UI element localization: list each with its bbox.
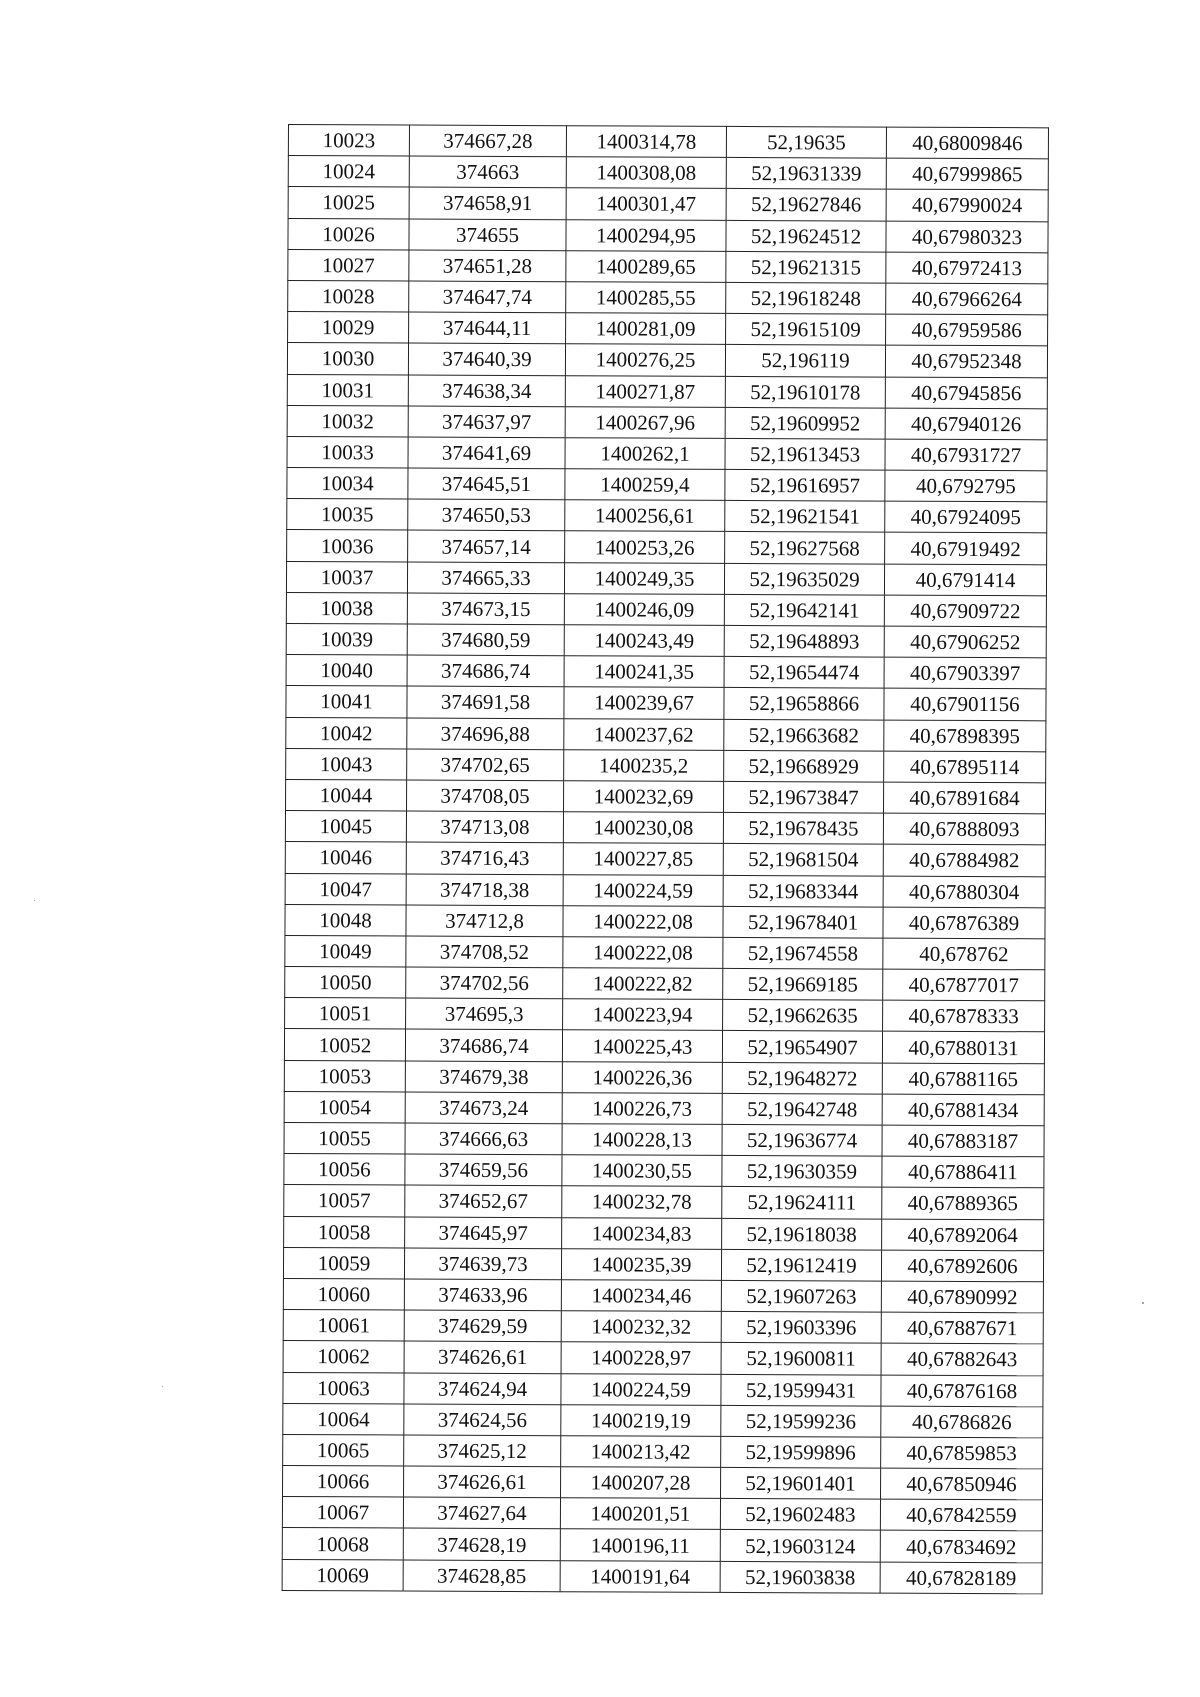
x-coordinate-cell: 374691,58: [407, 686, 564, 718]
longitude-cell: 40,67834692: [880, 1531, 1042, 1563]
table-row: [287, 343, 1047, 378]
point-number-cell: 10023: [288, 125, 409, 157]
x-coordinate-cell: 374718,38: [406, 874, 563, 906]
point-number-cell: 10033: [287, 436, 408, 468]
y-coordinate-cell: 1400191,64: [560, 1560, 720, 1592]
y-coordinate-cell: 1400223,94: [563, 999, 723, 1031]
table-row: [283, 1372, 1043, 1407]
latitude-cell: 52,19635: [726, 126, 886, 158]
x-coordinate-cell: 374626,61: [404, 1466, 561, 1498]
longitude-cell: 40,67895114: [884, 751, 1046, 783]
latitude-cell: 52,19669185: [723, 968, 883, 1000]
point-number-cell: 10066: [283, 1466, 404, 1498]
point-number-cell: 10063: [283, 1372, 404, 1404]
y-coordinate-cell: 1400308,08: [566, 157, 726, 189]
y-coordinate-cell: 1400219,19: [561, 1404, 721, 1436]
longitude-cell: 40,67901156: [884, 688, 1046, 720]
x-coordinate-cell: 374645,51: [408, 468, 565, 500]
point-number-cell: 10043: [286, 748, 407, 780]
latitude-cell: 52,19663682: [724, 719, 884, 751]
latitude-cell: 52,19662635: [723, 1000, 883, 1032]
table-row: [286, 592, 1046, 627]
table-row: [285, 935, 1045, 970]
latitude-cell: 52,19648272: [722, 1062, 882, 1094]
y-coordinate-cell: 1400196,11: [560, 1529, 720, 1561]
latitude-cell: 52,19627568: [725, 532, 885, 564]
table-row: [283, 1466, 1043, 1501]
longitude-cell: 40,6791414: [884, 564, 1046, 596]
x-coordinate-cell: 374657,14: [408, 530, 565, 562]
latitude-cell: 52,19602483: [720, 1499, 880, 1531]
point-number-cell: 10059: [283, 1247, 404, 1279]
y-coordinate-cell: 1400235,2: [564, 749, 724, 781]
y-coordinate-cell: 1400224,59: [561, 1373, 721, 1405]
table-row: [285, 998, 1045, 1033]
point-number-cell: 10038: [286, 592, 407, 624]
y-coordinate-cell: 1400262,1: [565, 438, 725, 470]
y-coordinate-cell: 1400224,59: [563, 874, 723, 906]
x-coordinate-cell: 374659,56: [405, 1154, 562, 1186]
latitude-cell: 52,19683344: [723, 875, 883, 907]
y-coordinate-cell: 1400276,25: [565, 344, 725, 376]
table-row: [285, 904, 1045, 939]
longitude-cell: 40,67880304: [883, 876, 1045, 908]
latitude-cell: 52,19603838: [720, 1561, 880, 1593]
point-number-cell: 10040: [286, 655, 407, 687]
x-coordinate-cell: 374686,74: [407, 655, 564, 687]
x-coordinate-cell: 374628,85: [403, 1560, 560, 1592]
point-number-cell: 10054: [284, 1091, 405, 1123]
x-coordinate-cell: 374628,19: [403, 1528, 560, 1560]
table-row: [288, 187, 1048, 222]
x-coordinate-cell: 374702,65: [407, 749, 564, 781]
coordinates-table: [282, 124, 1049, 1594]
point-number-cell: 10052: [284, 1029, 405, 1061]
table-row: [286, 655, 1046, 690]
point-number-cell: 10062: [283, 1341, 404, 1373]
y-coordinate-cell: 1400267,96: [565, 406, 725, 438]
scan-speck: [1142, 1302, 1144, 1304]
x-coordinate-cell: 374645,97: [405, 1217, 562, 1249]
table-row: [283, 1278, 1043, 1313]
latitude-cell: 52,19599236: [721, 1405, 881, 1437]
x-coordinate-cell: 374638,34: [408, 375, 565, 407]
point-number-cell: 10046: [285, 842, 406, 874]
latitude-cell: 52,19601401: [721, 1467, 881, 1499]
table-row: [288, 280, 1048, 315]
y-coordinate-cell: 1400253,26: [565, 531, 725, 563]
x-coordinate-cell: 374652,67: [405, 1185, 562, 1217]
y-coordinate-cell: 1400237,62: [564, 718, 724, 750]
point-number-cell: 10068: [282, 1528, 403, 1560]
point-number-cell: 10051: [285, 998, 406, 1030]
x-coordinate-cell: 374627,64: [403, 1497, 560, 1529]
longitude-cell: 40,67883187: [882, 1125, 1044, 1157]
longitude-cell: 40,67891684: [883, 782, 1045, 814]
y-coordinate-cell: 1400294,95: [566, 219, 726, 251]
x-coordinate-cell: 374708,52: [406, 936, 563, 968]
point-number-cell: 10028: [288, 280, 409, 312]
latitude-cell: 52,19621541: [725, 501, 885, 533]
longitude-cell: 40,67842559: [880, 1499, 1042, 1531]
table-row: [284, 1216, 1044, 1251]
point-number-cell: 10031: [287, 374, 408, 406]
latitude-cell: 52,19627846: [726, 189, 886, 221]
point-number-cell: 10034: [287, 468, 408, 500]
table-row: [287, 530, 1047, 565]
point-number-cell: 10049: [285, 935, 406, 967]
point-number-cell: 10029: [288, 312, 409, 344]
y-coordinate-cell: 1400241,35: [564, 656, 724, 688]
longitude-cell: 40,67919492: [885, 533, 1047, 565]
y-coordinate-cell: 1400235,39: [561, 1248, 721, 1280]
longitude-cell: 40,67952348: [885, 345, 1047, 377]
longitude-cell: 40,67850946: [881, 1468, 1043, 1500]
latitude-cell: 52,19607263: [721, 1280, 881, 1312]
latitude-cell: 52,19616957: [725, 469, 885, 501]
latitude-cell: 52,19678435: [723, 813, 883, 845]
table-row: [282, 1497, 1042, 1532]
y-coordinate-cell: 1400222,08: [563, 905, 723, 937]
latitude-cell: 52,19618248: [726, 282, 886, 314]
latitude-cell: 52,19599431: [721, 1374, 881, 1406]
point-number-cell: 10024: [288, 156, 409, 188]
point-number-cell: 10042: [286, 717, 407, 749]
point-number-cell: 10067: [282, 1497, 403, 1529]
table-row: [286, 717, 1046, 752]
table-row: [285, 967, 1045, 1002]
longitude-cell: 40,678762: [883, 938, 1045, 970]
point-number-cell: 10058: [284, 1216, 405, 1248]
longitude-cell: 40,67887671: [881, 1312, 1043, 1344]
y-coordinate-cell: 1400232,69: [564, 781, 724, 813]
x-coordinate-cell: 374663: [409, 156, 566, 188]
y-coordinate-cell: 1400259,4: [565, 469, 725, 501]
longitude-cell: 40,67882643: [881, 1343, 1043, 1375]
latitude-cell: 52,19603124: [720, 1530, 880, 1562]
y-coordinate-cell: 1400227,85: [563, 843, 723, 875]
table-row: [286, 748, 1046, 783]
longitude-cell: 40,67972413: [886, 252, 1048, 284]
latitude-cell: 52,19681504: [723, 844, 883, 876]
point-number-cell: 10065: [283, 1434, 404, 1466]
x-coordinate-cell: 374696,88: [407, 718, 564, 750]
longitude-cell: 40,67881434: [882, 1094, 1044, 1126]
point-number-cell: 10039: [286, 623, 407, 655]
longitude-cell: 40,67945856: [885, 377, 1047, 409]
y-coordinate-cell: 1400222,08: [563, 937, 723, 969]
table-row: [283, 1247, 1043, 1282]
x-coordinate-cell: 374640,39: [408, 343, 565, 375]
point-number-cell: 10027: [288, 249, 409, 281]
longitude-cell: 40,67888093: [883, 813, 1045, 845]
table-row: [283, 1403, 1043, 1438]
x-coordinate-cell: 374633,96: [404, 1279, 561, 1311]
scan-speck: [34, 900, 35, 901]
x-coordinate-cell: 374673,24: [405, 1092, 562, 1124]
x-coordinate-cell: 374708,05: [407, 780, 564, 812]
longitude-cell: 40,67884982: [883, 844, 1045, 876]
latitude-cell: 52,19612419: [721, 1249, 881, 1281]
longitude-cell: 40,67999865: [886, 158, 1048, 190]
latitude-cell: 52,19599896: [721, 1436, 881, 1468]
x-coordinate-cell: 374686,74: [405, 1029, 562, 1061]
latitude-cell: 52,19654474: [724, 657, 884, 689]
table-row: [287, 405, 1047, 440]
longitude-cell: 40,67878333: [883, 1000, 1045, 1032]
longitude-cell: 40,67931727: [885, 439, 1047, 471]
longitude-cell: 40,67898395: [884, 720, 1046, 752]
point-number-cell: 10026: [288, 218, 409, 250]
x-coordinate-cell: 374625,12: [404, 1435, 561, 1467]
table-row: [286, 686, 1046, 721]
table-body: [282, 125, 1048, 1594]
x-coordinate-cell: 374712,8: [406, 905, 563, 937]
table-row: [283, 1310, 1043, 1345]
latitude-cell: 52,19610178: [725, 376, 885, 408]
point-number-cell: 10056: [284, 1154, 405, 1186]
longitude-cell: 40,68009846: [886, 127, 1048, 159]
longitude-cell: 40,67924095: [885, 501, 1047, 533]
latitude-cell: 52,19642748: [722, 1093, 882, 1125]
latitude-cell: 52,19636774: [722, 1124, 882, 1156]
longitude-cell: 40,6792795: [885, 470, 1047, 502]
table-row: [284, 1091, 1044, 1126]
table-row: [286, 623, 1046, 658]
y-coordinate-cell: 1400246,09: [564, 594, 724, 626]
x-coordinate-cell: 374626,61: [404, 1341, 561, 1373]
table-row: [285, 811, 1045, 846]
y-coordinate-cell: 1400234,83: [562, 1217, 722, 1249]
latitude-cell: 52,19658866: [724, 688, 884, 720]
y-coordinate-cell: 1400230,08: [563, 812, 723, 844]
point-number-cell: 10055: [284, 1122, 405, 1154]
y-coordinate-cell: 1400249,35: [564, 562, 724, 594]
table-row: [286, 561, 1046, 596]
point-number-cell: 10044: [286, 779, 407, 811]
table-row: [288, 125, 1048, 160]
longitude-cell: 40,67906252: [884, 626, 1046, 658]
x-coordinate-cell: 374680,59: [407, 624, 564, 656]
latitude-cell: 52,19624111: [722, 1187, 882, 1219]
latitude-cell: 52,19603396: [721, 1312, 881, 1344]
longitude-cell: 40,67890992: [881, 1281, 1043, 1313]
x-coordinate-cell: 374651,28: [409, 250, 566, 282]
x-coordinate-cell: 374666,63: [405, 1123, 562, 1155]
longitude-cell: 40,67876389: [883, 907, 1045, 939]
y-coordinate-cell: 1400201,51: [560, 1498, 720, 1530]
latitude-cell: 52,19609952: [725, 407, 885, 439]
x-coordinate-cell: 374702,56: [406, 967, 563, 999]
y-coordinate-cell: 1400225,43: [562, 1030, 722, 1062]
table-row: [284, 1122, 1044, 1157]
latitude-cell: 52,19621315: [726, 251, 886, 283]
longitude-cell: 40,67828189: [880, 1562, 1042, 1594]
x-coordinate-cell: 374629,59: [404, 1310, 561, 1342]
longitude-cell: 40,6786826: [881, 1406, 1043, 1438]
y-coordinate-cell: 1400228,97: [561, 1342, 721, 1374]
table-row: [283, 1341, 1043, 1376]
latitude-cell: 52,19624512: [726, 220, 886, 252]
x-coordinate-cell: 374665,33: [407, 562, 564, 594]
table-row: [284, 1185, 1044, 1220]
latitude-cell: 52,19654907: [722, 1031, 882, 1063]
table-row: [282, 1528, 1042, 1563]
longitude-cell: 40,67990024: [886, 189, 1048, 221]
x-coordinate-cell: 374655: [409, 219, 566, 251]
x-coordinate-cell: 374624,94: [404, 1373, 561, 1405]
point-number-cell: 10035: [287, 499, 408, 531]
y-coordinate-cell: 1400234,46: [561, 1280, 721, 1312]
x-coordinate-cell: 374673,15: [407, 593, 564, 625]
point-number-cell: 10036: [287, 530, 408, 562]
longitude-cell: 40,67892064: [882, 1219, 1044, 1251]
table-row: [287, 468, 1047, 503]
longitude-cell: 40,67959586: [886, 314, 1048, 346]
table-row: [283, 1434, 1043, 1469]
table-row: [284, 1060, 1044, 1095]
y-coordinate-cell: 1400239,67: [564, 687, 724, 719]
scan-speck: [162, 1386, 163, 1387]
table-row: [287, 436, 1047, 471]
point-number-cell: 10064: [283, 1403, 404, 1435]
point-number-cell: 10053: [284, 1060, 405, 1092]
y-coordinate-cell: 1400285,55: [566, 282, 726, 314]
point-number-cell: 10025: [288, 187, 409, 219]
y-coordinate-cell: 1400226,73: [562, 1093, 722, 1125]
y-coordinate-cell: 1400301,47: [566, 188, 726, 220]
latitude-cell: 52,19631339: [726, 158, 886, 190]
latitude-cell: 52,196119: [725, 345, 885, 377]
y-coordinate-cell: 1400256,61: [565, 500, 725, 532]
x-coordinate-cell: 374644,11: [409, 312, 566, 344]
longitude-cell: 40,67859853: [881, 1437, 1043, 1469]
table-row: [286, 779, 1046, 814]
point-number-cell: 10048: [285, 904, 406, 936]
point-number-cell: 10047: [285, 873, 406, 905]
x-coordinate-cell: 374713,08: [406, 811, 563, 843]
latitude-cell: 52,19674558: [723, 937, 883, 969]
longitude-cell: 40,67892606: [881, 1250, 1043, 1282]
latitude-cell: 52,19678401: [723, 906, 883, 938]
table-row: [288, 312, 1048, 347]
y-coordinate-cell: 1400213,42: [561, 1436, 721, 1468]
longitude-cell: 40,67940126: [885, 408, 1047, 440]
table-row: [284, 1029, 1044, 1064]
point-number-cell: 10061: [283, 1310, 404, 1342]
latitude-cell: 52,19668929: [724, 750, 884, 782]
latitude-cell: 52,19635029: [724, 563, 884, 595]
x-coordinate-cell: 374641,69: [408, 437, 565, 469]
x-coordinate-cell: 374658,91: [409, 187, 566, 219]
x-coordinate-cell: 374667,28: [409, 125, 566, 157]
point-number-cell: 10060: [283, 1278, 404, 1310]
point-number-cell: 10057: [284, 1185, 405, 1217]
x-coordinate-cell: 374716,43: [406, 842, 563, 874]
y-coordinate-cell: 1400232,78: [562, 1186, 722, 1218]
table-row: [284, 1154, 1044, 1189]
x-coordinate-cell: 374624,56: [404, 1404, 561, 1436]
latitude-cell: 52,19673847: [723, 781, 883, 813]
table-row: [288, 218, 1048, 253]
x-coordinate-cell: 374679,38: [405, 1061, 562, 1093]
point-number-cell: 10045: [285, 811, 406, 843]
table-row: [287, 374, 1047, 409]
x-coordinate-cell: 374637,97: [408, 406, 565, 438]
x-coordinate-cell: 374639,73: [404, 1248, 561, 1280]
table-row: [287, 499, 1047, 534]
table-row: [288, 156, 1048, 191]
y-coordinate-cell: 1400281,09: [566, 313, 726, 345]
point-number-cell: 10032: [287, 405, 408, 437]
y-coordinate-cell: 1400314,78: [566, 126, 726, 158]
x-coordinate-cell: 374650,53: [408, 499, 565, 531]
longitude-cell: 40,67880131: [882, 1032, 1044, 1064]
point-number-cell: 10050: [285, 967, 406, 999]
longitude-cell: 40,67980323: [886, 221, 1048, 253]
point-number-cell: 10030: [287, 343, 408, 375]
longitude-cell: 40,67877017: [883, 969, 1045, 1001]
point-number-cell: 10069: [282, 1559, 403, 1591]
longitude-cell: 40,67966264: [886, 283, 1048, 315]
y-coordinate-cell: 1400207,28: [561, 1467, 721, 1499]
longitude-cell: 40,67881165: [882, 1063, 1044, 1095]
latitude-cell: 52,19630359: [722, 1156, 882, 1188]
latitude-cell: 52,19618038: [722, 1218, 882, 1250]
y-coordinate-cell: 1400222,82: [563, 968, 723, 1000]
table-row: [285, 842, 1045, 877]
x-coordinate-cell: 374695,3: [406, 998, 563, 1030]
latitude-cell: 52,19615109: [726, 314, 886, 346]
y-coordinate-cell: 1400226,36: [562, 1061, 722, 1093]
latitude-cell: 52,19642141: [724, 594, 884, 626]
y-coordinate-cell: 1400289,65: [566, 250, 726, 282]
x-coordinate-cell: 374647,74: [409, 281, 566, 313]
y-coordinate-cell: 1400243,49: [564, 625, 724, 657]
table-row: [285, 873, 1045, 908]
y-coordinate-cell: 1400228,13: [562, 1124, 722, 1156]
latitude-cell: 52,19648893: [724, 625, 884, 657]
point-number-cell: 10037: [286, 561, 407, 593]
point-number-cell: 10041: [286, 686, 407, 718]
latitude-cell: 52,19600811: [721, 1343, 881, 1375]
y-coordinate-cell: 1400230,55: [562, 1155, 722, 1187]
table-row: [282, 1559, 1042, 1594]
longitude-cell: 40,67903397: [884, 657, 1046, 689]
longitude-cell: 40,67889365: [882, 1187, 1044, 1219]
longitude-cell: 40,67909722: [884, 595, 1046, 627]
longitude-cell: 40,67876168: [881, 1375, 1043, 1407]
longitude-cell: 40,67886411: [882, 1156, 1044, 1188]
y-coordinate-cell: 1400271,87: [565, 375, 725, 407]
latitude-cell: 52,19613453: [725, 438, 885, 470]
y-coordinate-cell: 1400232,32: [561, 1311, 721, 1343]
table-row: [288, 249, 1048, 284]
